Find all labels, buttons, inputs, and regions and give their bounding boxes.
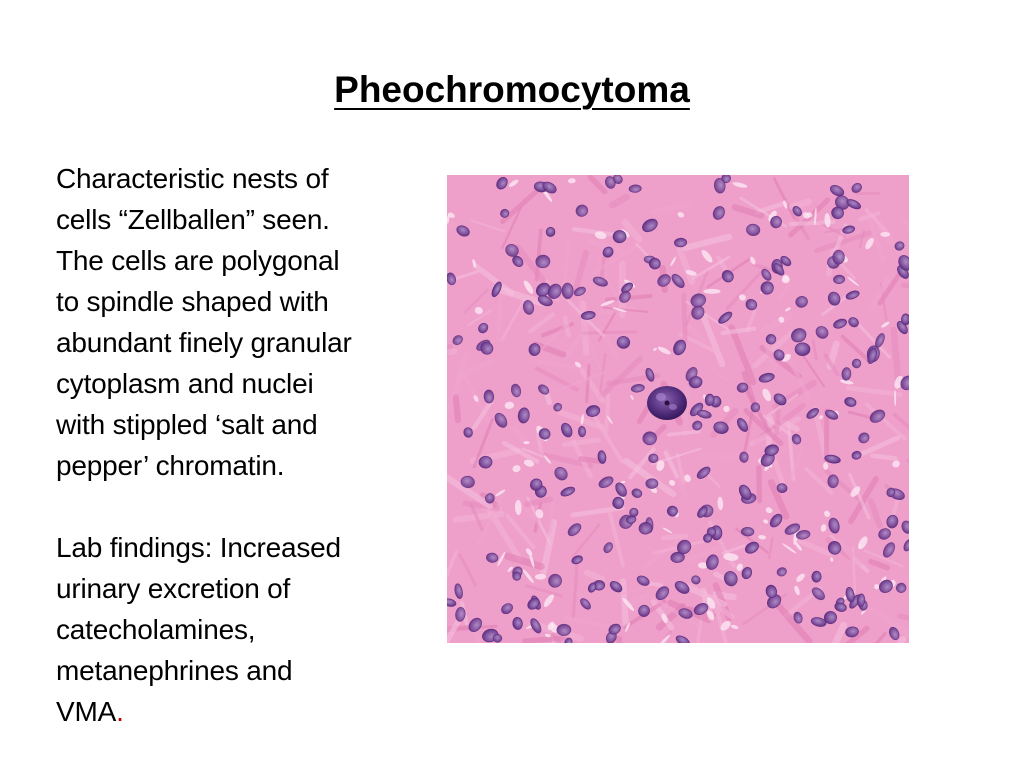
description-line: abundant finely granular xyxy=(56,327,352,358)
lab-line: metanephrines and xyxy=(56,655,293,686)
description-line: Characteristic nests of xyxy=(56,163,329,194)
description-line: with stippled ‘salt and xyxy=(56,409,318,440)
lab-last-punctuation: . xyxy=(116,696,124,727)
slide-title xyxy=(0,68,1024,112)
slide-title-text: Pheochromocytoma xyxy=(334,69,690,110)
lab-last-text: VMA xyxy=(56,696,117,727)
description-line: cells “Zellballen” seen. xyxy=(56,204,330,235)
description-line: to spindle shaped with xyxy=(56,286,329,317)
lab-last-line xyxy=(56,691,436,732)
lab-line: catecholamines, xyxy=(56,614,256,645)
histology-micrograph-icon xyxy=(447,175,909,643)
paragraph-spacer xyxy=(56,486,436,527)
description-line: cytoplasm and nuclei xyxy=(56,368,314,399)
lab-line: urinary excretion of xyxy=(56,573,291,604)
lab-line: Lab findings: Increased xyxy=(56,532,341,563)
description-line: The cells are polygonal xyxy=(56,245,340,276)
micrograph-canvas xyxy=(447,175,909,643)
slide-body xyxy=(56,158,436,732)
description-line: pepper’ chromatin. xyxy=(56,450,285,481)
